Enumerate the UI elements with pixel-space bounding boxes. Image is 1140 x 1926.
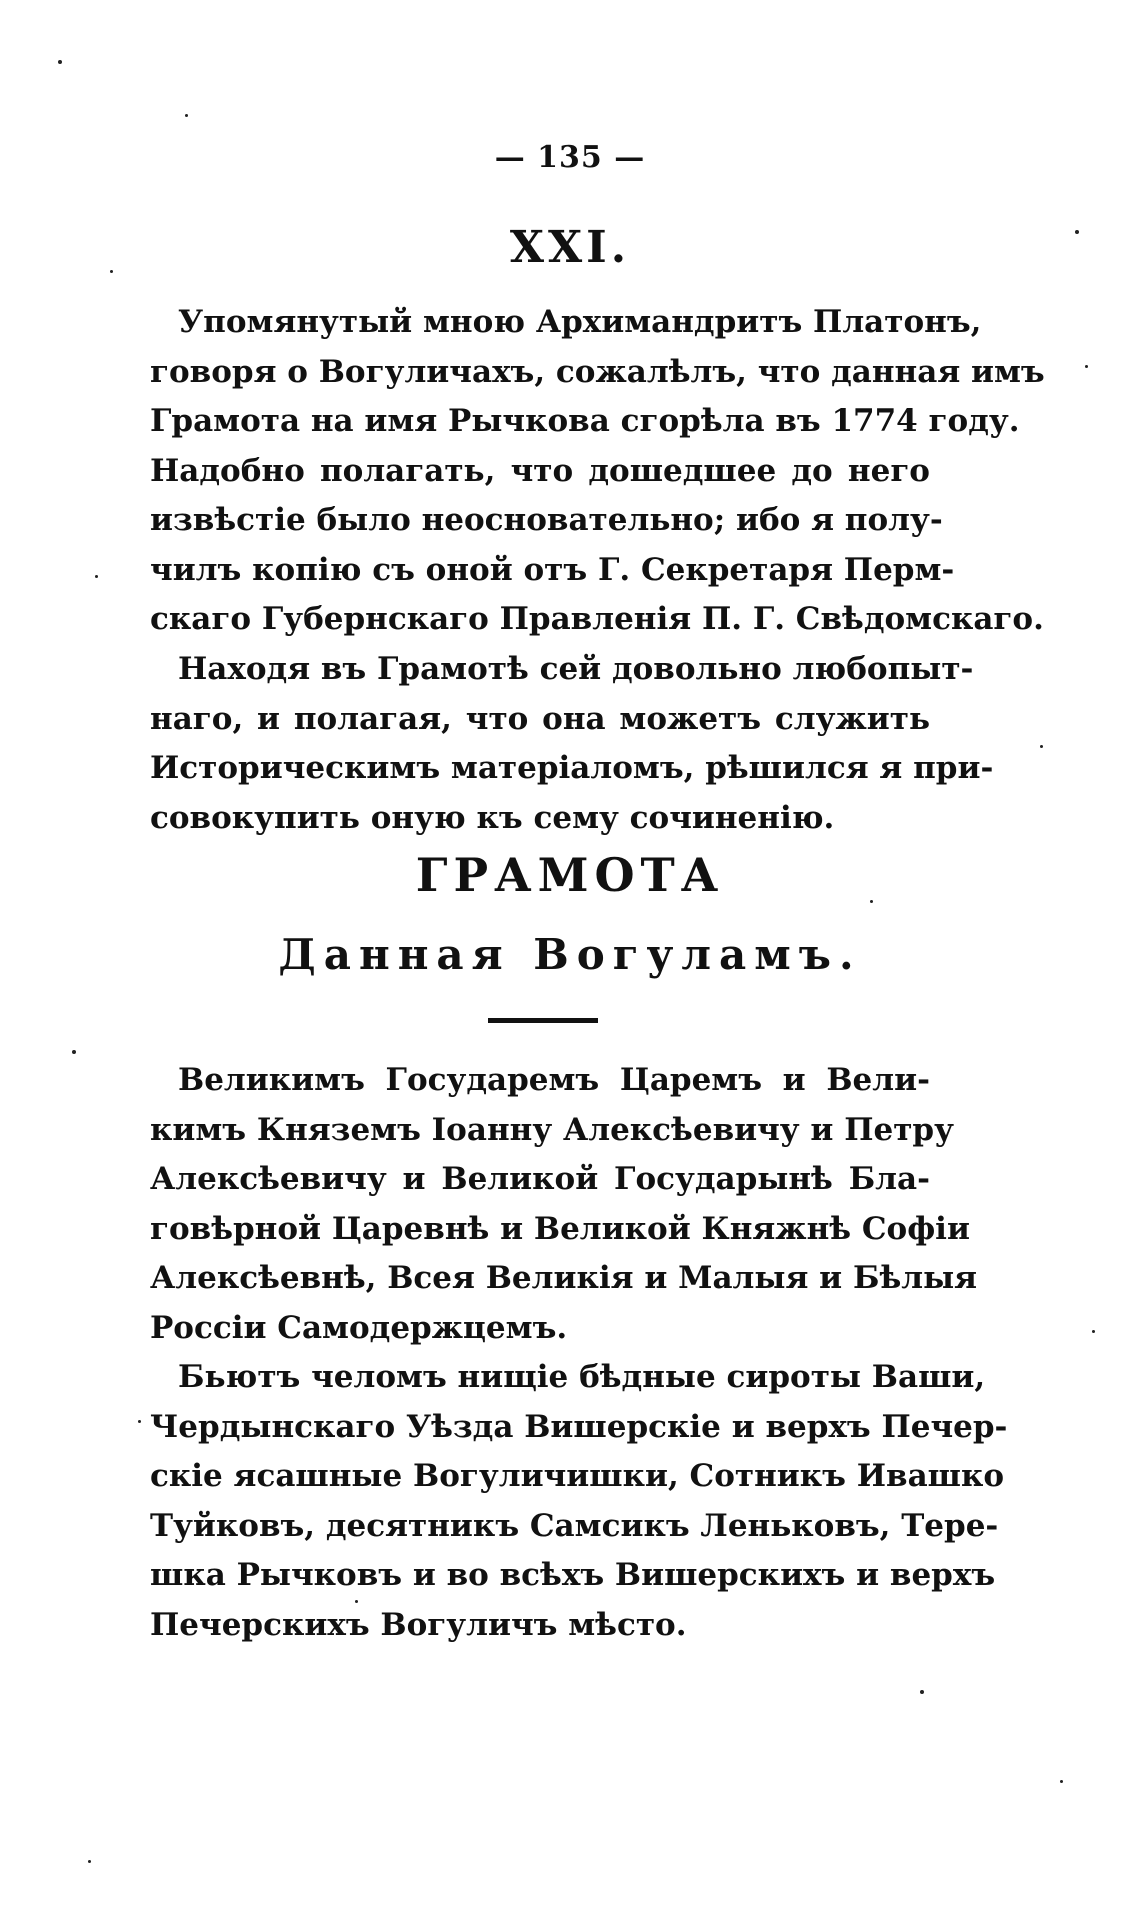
paragraph-line: Алексѣевнѣ, Всея Великія и Малыя и Бѣлыя [150,1260,978,1296]
paragraph-line: шка Рычковъ и во всѣхъ Вишерскихъ и верхъ [150,1557,996,1593]
intro-paragraph [150,298,1045,645]
document-subtitle: Данная Вогуламъ. [278,930,862,979]
print-speck [58,60,62,64]
paragraph-line: говоря о Вогуличахъ, сожалѣлъ, что данная имъ [150,353,1045,390]
paragraph-line: скіе ясашные Вогуличишки, Сотникъ Ивашко [150,1458,1005,1494]
print-speck [138,1420,141,1423]
paragraph-line: кимъ Княземъ Іоанну Алексѣевичу и Петру [150,1111,954,1148]
paragraph-line: Печерскихъ Вогуличъ мѣсто. [150,1606,687,1643]
paragraph-line: Бьютъ челомъ нищіе бѣдные сироты Ваши, [178,1359,986,1395]
paragraph-line: говѣрной Царевнѣ и Великой Княжнѣ Софіи [150,1210,970,1247]
paragraph-line: скаго Губернскаго Правленія П. Г. Свѣдомскаго. [150,601,1044,637]
section-divider [488,1018,598,1023]
paragraph-line: извѣстіе было неосновательно; ибо я полу- [150,502,943,538]
intro-paragraph-2 [150,645,994,843]
print-speck [95,575,98,578]
paragraph-line: совокупить оную къ сему сочиненію. [150,799,835,836]
print-speck [1085,365,1088,368]
paragraph-line: Грамота на имя Рычкова сгорѣла въ 1774 году. [150,403,1020,439]
paragraph-line: Упомянутый мною Архимандритъ Платонъ, [178,304,982,340]
petition-paragraph [150,1353,1008,1650]
paragraph-line: наго, и полагая, что она можетъ служить [150,700,930,737]
print-speck [72,1050,76,1054]
print-speck [920,1690,924,1694]
page-number: — 135 — [494,140,646,175]
document-title: ГРАМОТА [415,848,725,902]
print-speck [185,114,188,117]
paragraph-line: Историческимъ матеріаломъ, рѣшился я при- [150,750,994,786]
paragraph-line: Надобно полагать, что дошедшее до него [150,452,930,489]
paragraph-line: Россіи Самодержцемъ. [150,1309,568,1346]
paragraph-line: Находя въ Грамотѣ сей довольно любопыт- [178,651,974,687]
paragraph-line: Чердынскаго Уѣзда Вишерскіе и верхъ Печер- [150,1408,1008,1445]
print-speck [1092,1330,1095,1333]
chapter-title: XXI. [509,222,631,273]
address-paragraph [150,1056,978,1353]
print-speck [1060,1780,1063,1783]
paragraph-line: Великимъ Государемъ Царемъ и Вели- [178,1062,930,1098]
paragraph-line: чилъ копію съ оной отъ Г. Секретаря Перм- [150,551,955,588]
print-speck [1040,745,1043,748]
print-speck [88,1860,91,1863]
paragraph-line: Туйковъ, десятникъ Самсикъ Леньковъ, Тере- [150,1507,999,1544]
paragraph-line: Алексѣевичу и Великой Государынѣ Бла- [150,1161,930,1197]
